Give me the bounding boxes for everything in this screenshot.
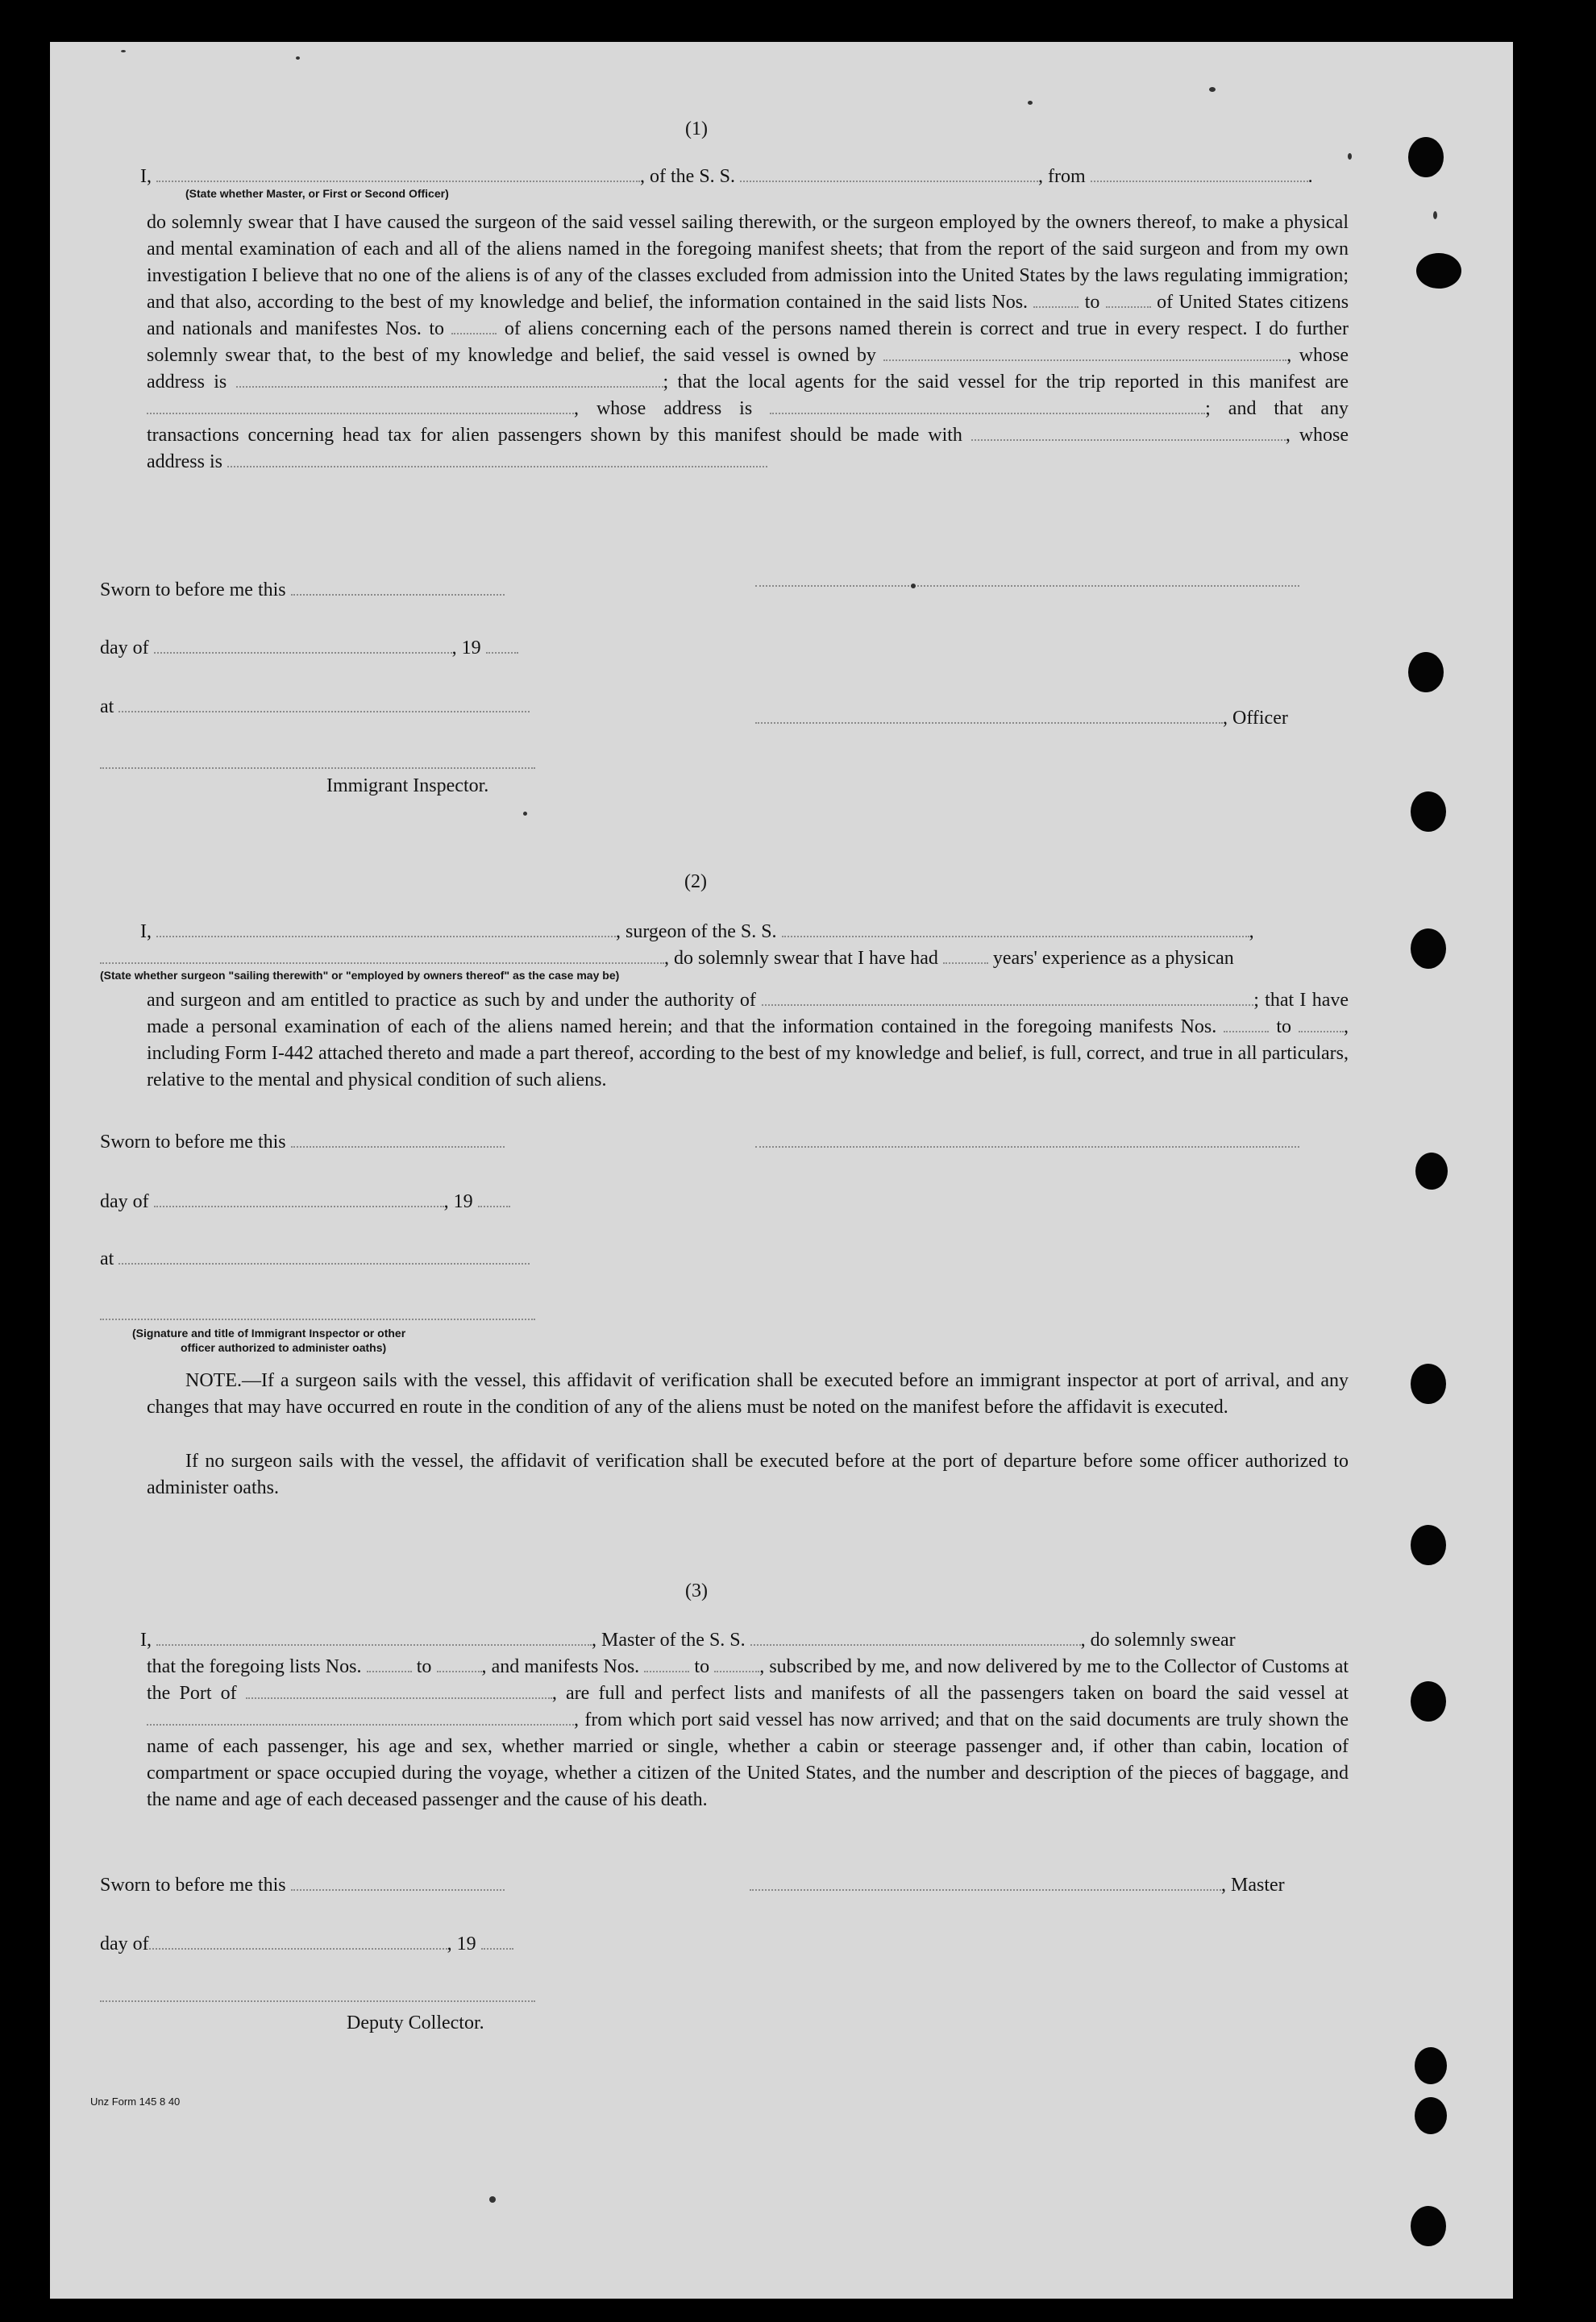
section-3-number: (3) [685,1581,708,1601]
year-field-2[interactable] [478,1191,510,1207]
section-2-day-of: day of , 19 [100,1190,510,1214]
vessel-name-field[interactable] [740,166,1038,182]
speck [523,812,527,816]
section-2-body: and surgeon and am entitled to practice as such by and under the authority of ; that I have made a personal examination of each of the aliens named herein; and that the information contained in the foregoing manifests Nos. to , including Form I-442 attached thereto and made a part thereof, according to the best of my knowledge and belief, is full, correct, and true in all particulars, relative to the mental and physical condition of such aliens. [147,990,1349,1090]
binder-hole [1411,1681,1446,1722]
note-2: If no surgeon sails with the vessel, the affidavit of verification shall be executed before at the port of departure before some officer authorized to administer oaths. [147,1451,1349,1498]
binder-hole [1415,2097,1447,2134]
note-1: NOTE.—If a surgeon sails with the vessel, this affidavit of verification shall be executed before an immigrant inspector at port of arrival, and any changes that may have occurred en route in the condition of any of the aliens must be noted on the manifest before the affidavit is executed. [147,1370,1349,1418]
binder-hole [1411,791,1446,832]
manifests-to-field-3[interactable] [714,1656,759,1672]
section-2-surgeon-caption: (State whether surgeon "sailing therewith" or "employed by owners thereof" as the case may be) [100,969,620,982]
inspector-signature-line-2[interactable] [100,1319,535,1320]
signature-caption-2: officer authorized to administer oaths) [181,1341,387,1354]
day-of-field-2[interactable] [154,1191,444,1207]
years-field[interactable] [943,948,988,964]
signature-line-2[interactable] [755,1146,1299,1148]
surgeon-vessel-field[interactable] [782,921,1249,937]
master-signature-field[interactable] [750,1875,1221,1891]
master-name-field[interactable] [156,166,640,182]
vessel-name-field-3[interactable] [750,1630,1081,1646]
lists-from-field[interactable] [1033,292,1079,308]
lists-to-field-3[interactable] [437,1656,482,1672]
sworn-day-field-2[interactable] [291,1132,505,1148]
at-field-2[interactable] [118,1248,530,1265]
section-2-swear-line: , do solemnly swear that I have had years' experience as a physican [100,946,1234,970]
binder-hole [1411,1364,1446,1404]
from-port-field[interactable] [1091,166,1308,182]
binder-hole [1408,137,1444,177]
manifests-to-field[interactable] [451,318,497,334]
lists-from-field-3[interactable] [367,1656,412,1672]
at-field-1[interactable] [118,696,530,712]
speck [911,584,916,588]
manifests-to-field-2[interactable] [1299,1016,1344,1032]
binder-hole [1408,652,1444,692]
section-3-day-of: day of , 19 [100,1932,513,1956]
collector-port-field[interactable] [246,1683,552,1699]
speck [121,50,126,52]
speck [1348,153,1352,160]
head-tax-party-field[interactable] [971,425,1286,441]
day-of-field-1[interactable] [154,638,452,654]
binder-hole [1411,2206,1446,2246]
head-tax-address-field[interactable] [227,451,767,467]
binder-hole [1415,1153,1448,1190]
authority-field[interactable] [762,990,1253,1006]
master-name-field-3[interactable] [156,1630,592,1646]
section-1-officer-caption: (State whether Master, or First or Second Officer) [185,187,449,200]
surgeon-status-field[interactable] [100,948,664,964]
section-2-number: (2) [684,871,707,892]
agents-address-field[interactable] [770,398,1205,414]
officer-signature-field[interactable] [755,708,1223,724]
boarding-port-field[interactable] [147,1709,574,1726]
section-1-body: do solemnly swear that I have caused the surgeon of the said vessel sailing therewith, or the surgeon employed by the owners thereof, to make a physical and mental examination of each and all of the aliens named in the foregoing manifest sheets; that from the report of the said surgeon and from my own investigation I believe that no one of the aliens is of any of the classes excluded from admission into the United States by the laws regulating immigration; and that also, according to the best of my knowledge and belief, the information contained in the said lists Nos. to of United States citizens and nationals and manifestes Nos. to of aliens concerning each of the persons named therein is correct and true in every respect. I do further solemnly swear that, to the best of my knowledge and belief, the said vessel is owned by , whose address is ; that the local agents for the said vessel for the trip reported in this manifest are , whose address is ; and that any transactions concerning head tax for alien passengers shown by this manifest should be made with , whose address is [147,212,1349,472]
officer-line: , Officer [755,706,1288,730]
binder-hole [1416,253,1461,289]
signature-caption-1: (Signature and title of Immigrant Inspector or other [132,1327,406,1340]
local-agents-field[interactable] [147,398,574,414]
binder-hole [1411,928,1446,969]
section-3-master-line: I, , Master of the S. S. , do solemnly swear [140,1630,1236,1651]
section-2-surgeon-line: I, , surgeon of the S. S. , [140,921,1254,942]
immigrant-inspector-label: Immigrant Inspector. [326,775,489,796]
lists-to-field[interactable] [1106,292,1151,308]
speck [1028,101,1033,105]
document-page [50,42,1513,2299]
year-field-1[interactable] [486,638,518,654]
owner-address-field[interactable] [236,372,663,388]
section-3-sworn: Sworn to before me this [100,1873,505,1897]
section-2-sworn: Sworn to before me this [100,1130,505,1154]
binder-hole [1411,1525,1446,1565]
section-1-at: at [100,695,530,719]
collector-signature-line[interactable] [100,2000,535,2002]
sworn-day-field-1[interactable] [291,579,505,596]
binder-hole [1415,2047,1447,2084]
section-1-day-of: day of , 19 [100,636,518,660]
manifests-from-field-2[interactable] [1224,1016,1269,1032]
speck [296,56,300,60]
section-1-sworn: Sworn to before me this [100,578,505,602]
form-number: Unz Form 145 8 40 [90,2096,181,2108]
deputy-collector-label: Deputy Collector. [347,2013,484,2033]
year-field-3[interactable] [481,1934,513,1950]
owner-field[interactable] [883,345,1286,361]
section-2-at: at [100,1247,530,1271]
surgeon-name-field[interactable] [156,921,616,937]
section-1-number: (1) [685,118,708,139]
inspector-signature-line[interactable] [100,767,535,769]
speck [489,2196,496,2203]
section-3-body: that the foregoing lists Nos. to , and manifests Nos. to , subscribed by me, and now delivered by me to the Collector of Customs at the Port of , are full and perfect lists and manifests of all the passengers taken on board the said vessel at , from which port said vessel has now arrived; and that on the said documents are truly shown the name of each passenger, his age and sex, whether married or single, whether a cabin or steerage passenger and, if other than cabin, location of compartment or space occupied during the voyage, whether a citizen of the United States, and the number and description of the pieces of baggage, and the name and age of each deceased passenger and the cause of his death. [147,1656,1349,1810]
master-signature-line: , Master [750,1873,1285,1897]
speck [1433,211,1437,219]
speck [1209,87,1216,92]
signature-line-1[interactable] [755,585,1299,587]
section-1-master-line: I, , of the S. S. , from . [140,166,1313,187]
sworn-day-field-3[interactable] [291,1875,505,1891]
manifests-from-field-3[interactable] [644,1656,689,1672]
day-of-field-3[interactable] [149,1934,447,1950]
